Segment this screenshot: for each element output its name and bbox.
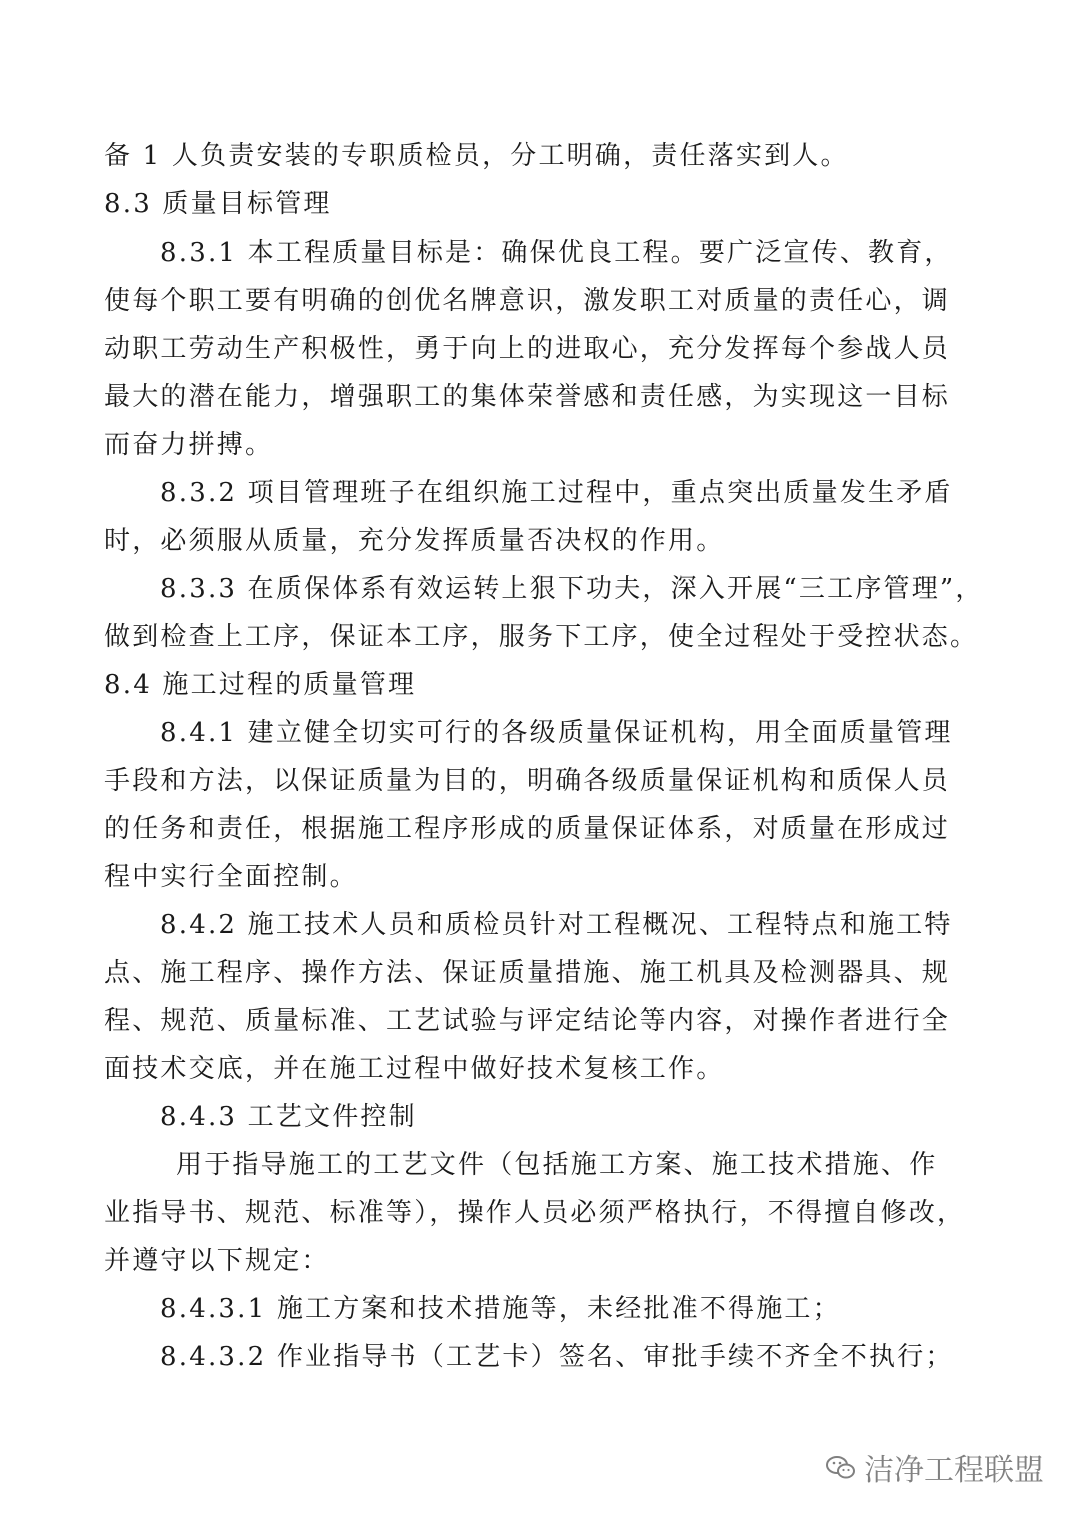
text-line: 的任务和责任，根据施工程序形成的质量保证体系，对质量在形成过	[104, 814, 951, 844]
text-line: 8.3.2 项目管理班子在组织施工过程中，重点突出质量发生矛盾	[160, 478, 953, 508]
text-line: 并遵守以下规定：	[104, 1246, 330, 1276]
text-line: 面技术交底，并在施工过程中做好技术复核工作。	[104, 1054, 725, 1084]
text-line: 8.4.3.2 作业指导书（工艺卡）签名、审批手续不齐全不执行；	[160, 1342, 954, 1372]
text-line: 8.3.1 本工程质量目标是：确保优良工程。要广泛宣传、教育，	[160, 238, 953, 268]
watermark	[826, 1445, 1044, 1489]
text-line: 做到检查上工序，保证本工序，服务下工序，使全过程处于受控状态。	[104, 622, 979, 652]
watermark-text: 洁净工程联盟	[864, 1453, 1044, 1488]
text-line: 8.4.3.1 施工方案和技术措施等，未经批准不得施工；	[160, 1294, 841, 1324]
text-line: 而奋力拼搏。	[104, 430, 274, 460]
text-line: 程、规范、质量标准、工艺试验与评定结论等内容，对操作者进行全	[104, 1006, 951, 1036]
section-heading-8-4: 8.4 施工过程的质量管理	[104, 670, 417, 700]
text-line: 备 1 人负责安装的专职质检员，分工明确，责任落实到人。	[104, 141, 849, 171]
text-line: 动职工劳动生产积极性，勇于向上的进取心，充分发挥每个参战人员	[104, 334, 951, 364]
text-line: 业指导书、规范、标准等），操作人员必须严格执行，不得擅自修改，	[104, 1198, 966, 1228]
section-heading-8-3: 8.3 质量目标管理	[104, 189, 332, 219]
subsection-heading-8-4-3: 8.4.3 工艺文件控制	[160, 1102, 417, 1132]
text-line: 时，必须服从质量，充分发挥质量否决权的作用。	[104, 526, 725, 556]
wechat-icon	[826, 1454, 856, 1480]
text-line: 8.3.3 在质保体系有效运转上狠下功夫，深入开展“三工序管理”，	[160, 574, 984, 604]
text-line: 程中实行全面控制。	[104, 862, 358, 892]
text-line: 手段和方法，以保证质量为目的，明确各级质量保证机构和质保人员	[104, 766, 951, 796]
text-line: 最大的潜在能力，增强职工的集体荣誉感和责任感，为实现这一目标	[104, 382, 951, 412]
text-line: 8.4.1 建立健全切实可行的各级质量保证机构，用全面质量管理	[160, 718, 953, 748]
text-line: 点、施工程序、操作方法、保证质量措施、施工机具及检测器具、规	[104, 958, 951, 988]
text-line: 8.4.2 施工技术人员和质检员针对工程概况、工程特点和施工特	[160, 910, 953, 940]
text-line: 使每个职工要有明确的创优名牌意识，激发职工对质量的责任心，调	[104, 286, 951, 316]
text-line: 用于指导施工的工艺文件（包括施工方案、施工技术措施、作	[176, 1150, 938, 1180]
